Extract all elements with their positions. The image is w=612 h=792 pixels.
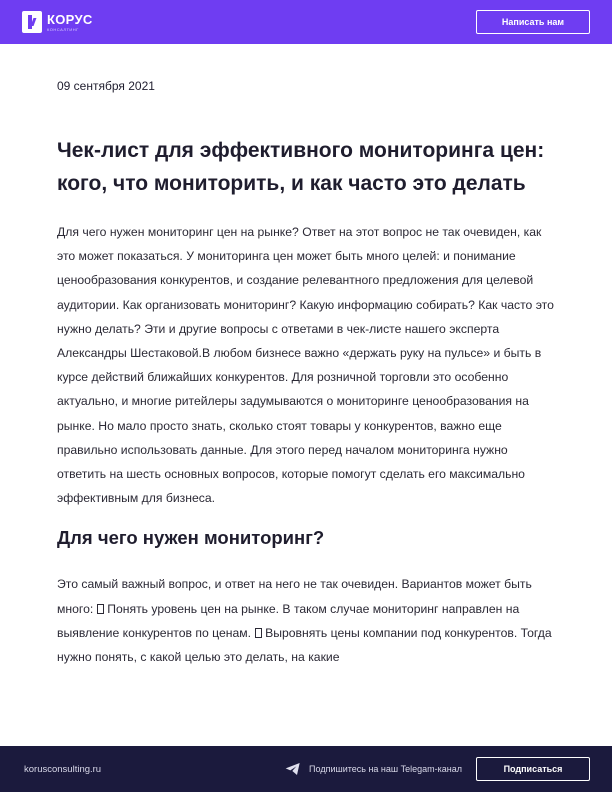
telegram-subscribe-text[interactable]: Подпишитесь на наш Telegam-канал <box>309 764 462 774</box>
site-url-link[interactable]: korusconsulting.ru <box>24 763 102 775</box>
korus-logo[interactable] <box>22 11 93 33</box>
footer-subscribe-area <box>285 757 590 781</box>
logo-name: КОРУС <box>47 11 93 27</box>
section-paragraph <box>57 572 557 669</box>
logo-text <box>47 13 93 32</box>
section-heading: Для чего нужен мониторинг? <box>57 527 325 549</box>
subscribe-button[interactable]: Подписаться <box>476 757 590 781</box>
article-title: Чек-лист для эффективного мониторинга цен: кого, что мониторить, и как часто это делать <box>57 139 545 195</box>
bottom-footer <box>0 746 612 792</box>
article <box>57 76 557 669</box>
article-intro: Для чего нужен мониторинг цен на рынке? Ответ на этот вопрос не так очевиден, как это может показаться. У мониторинга цен может быть много целей: и понимание ценообразования конкурентов, и создание релевантного предложения для целевой аудитории. Как организовать мониторинг? Какую информацию собирать? Как часто это нужно делать? Эти и другие вопросы с ответами в чек-листе нашего эксперта Александры Шестаковой.В любом бизнесе важно «держать руку на пульсе» и быть в курсе действий ближайших конкурентов. Для розничной торговли это особенно актуально, и многие ритейлеры задумываются о мониторинге ценообразования на рынке. Но мало просто знать, сколько стоят товары у конкурентов, важно еще правильно использовать данные. Для этого перед началом мониторинга нужно ответить на шесть основных вопросов, которые помогут сделать его максимально эффективным для бизнеса. <box>57 225 554 506</box>
section-text-1: Это самый важный вопрос, и ответ на него не так очевиден. Вариантов может быть много: <box>57 577 532 616</box>
top-header <box>0 0 612 44</box>
section-text-2: Понять уровень цен на рынке. В таком случае мониторинг направлен на выявление конкурентов по ценам. <box>57 601 520 640</box>
article-date: 09 сентября 2021 <box>57 79 155 93</box>
checkbox-glyph-icon <box>97 604 104 614</box>
checkbox-glyph-icon <box>255 628 262 638</box>
telegram-icon[interactable] <box>285 762 301 776</box>
logo-subtitle: КОНСАЛТИНГ <box>47 26 79 32</box>
section-text-3: Выровнять цены компании под конкурентов. Тогда нужно понять, с какой целью это делать, на какие <box>57 625 552 665</box>
korus-logo-icon <box>22 11 42 33</box>
contact-us-button[interactable]: Написать нам <box>476 10 590 34</box>
